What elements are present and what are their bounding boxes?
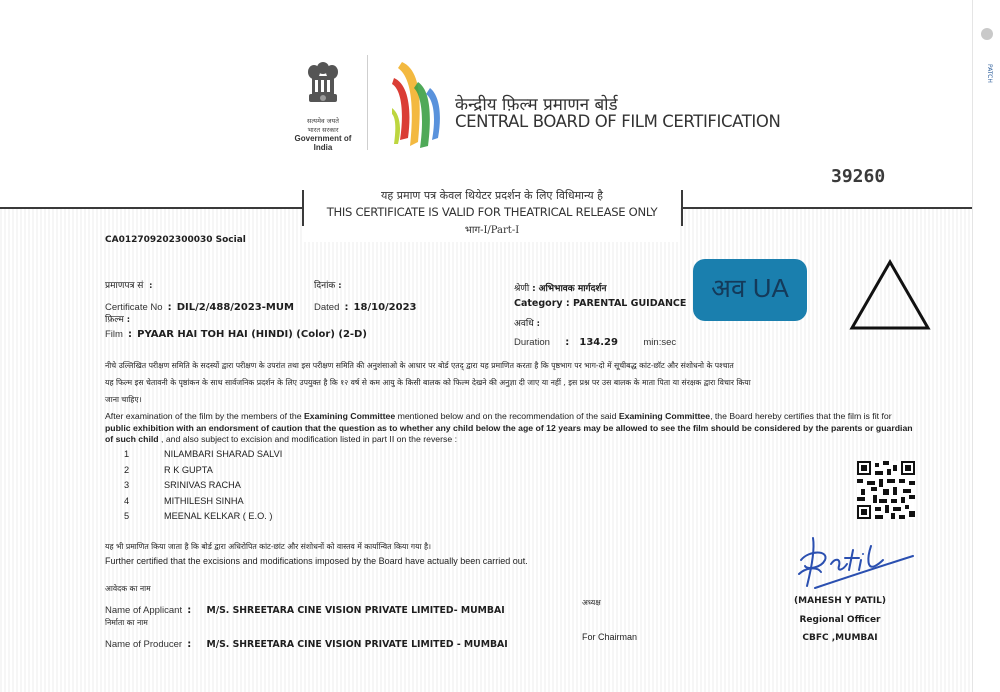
cbfc-logo-icon xyxy=(392,58,448,150)
committee-member xyxy=(124,496,282,512)
seal-icon xyxy=(981,28,993,40)
category-hindi-label: श्रेणी xyxy=(514,284,530,294)
member-name: SRINIVAS RACHA xyxy=(164,480,241,490)
bracket-right xyxy=(681,190,683,226)
chairman-hindi: अध्यक्ष xyxy=(582,598,601,607)
member-name: R K GUPTA xyxy=(164,464,213,475)
date-value: 18/10/2023 xyxy=(353,302,417,313)
signatory-designation: Regional Officer xyxy=(799,615,881,625)
paragraph-bold: Examining Committee xyxy=(618,411,711,421)
member-number: 2 xyxy=(124,464,130,475)
warning-triangle-icon xyxy=(848,258,932,332)
further-english: Further certified that the excisions and modifications imposed by the Board have actually been carried out. xyxy=(105,556,528,566)
date-hindi-label xyxy=(314,278,342,291)
duration-value: 134.29 xyxy=(579,337,618,348)
member-number: 1 xyxy=(124,449,130,459)
validity-english: THIS CERTIFICATE IS VALID FOR THEATRICAL RELEASE ONLY xyxy=(326,205,658,219)
committee-member xyxy=(124,480,282,496)
colon: : xyxy=(187,639,192,650)
header-divider xyxy=(367,55,368,150)
rating-badge: अव UA xyxy=(693,259,807,321)
producer-label: Name of Producer xyxy=(105,639,183,650)
cert-no-hindi: प्रमाणपत्र सं xyxy=(105,281,144,291)
producer-hindi: निर्माता का नाम xyxy=(105,618,148,627)
film-row xyxy=(105,322,367,341)
duration-unit: min:sec xyxy=(643,337,677,348)
date-label: Dated xyxy=(314,302,340,313)
member-name: NILAMBARI SHARAD SALVI xyxy=(164,449,283,459)
duration-row xyxy=(514,330,676,349)
colon: : xyxy=(149,281,153,291)
part-label: भाग-I/Part-I xyxy=(464,225,520,236)
committee-member xyxy=(124,465,282,481)
committee-list xyxy=(124,449,282,527)
date-row xyxy=(314,295,417,314)
colon: : xyxy=(532,284,536,294)
hindi-paragraph xyxy=(105,357,751,408)
paragraph-bold: public exhibition with an endorsment of caution that the question as to whether any child below the age of 12 years may be allowed to see the film should be considered by the parents or guardian of such child xyxy=(105,422,913,444)
colon: : xyxy=(536,319,540,329)
signatory-office: CBFC ,MUMBAI xyxy=(802,633,878,643)
duration-label: Duration xyxy=(514,337,550,348)
film-label: Film xyxy=(105,329,123,340)
date-hindi: दिनांक xyxy=(314,281,336,291)
signatory-name: (MAHESH Y PATIL) xyxy=(794,596,886,606)
applicant-label: Name of Applicant xyxy=(105,605,183,616)
paragraph-text: mentioned below and on the recommendation of the said xyxy=(395,411,619,421)
board-name-hindi: केन्द्रीय फ़िल्म प्रमाणन बोर्ड xyxy=(455,95,618,115)
cert-no-label: Certificate No xyxy=(105,302,163,313)
paragraph-text: After examination of the film by the members of the xyxy=(105,411,304,421)
signature-image xyxy=(795,530,915,592)
paragraph-text: , the Board hereby certifies that the film is fit for xyxy=(710,411,892,421)
category-value: PARENTAL GUIDANCE xyxy=(573,298,687,309)
colon: : xyxy=(187,605,192,616)
applicant-hindi: आवेदक का नाम xyxy=(105,584,151,593)
ashoka-emblem-icon xyxy=(303,60,343,112)
serial-number: 39260 xyxy=(831,166,886,187)
member-number: 4 xyxy=(124,495,130,506)
emblem-label: Government of India xyxy=(294,134,352,152)
cert-no-hindi-label xyxy=(105,278,152,291)
reference-number: CA012709202300030 Social xyxy=(105,235,246,245)
colon: : xyxy=(126,315,131,325)
category-row xyxy=(514,298,686,309)
government-emblem xyxy=(288,60,358,150)
duration-hindi: अवधि xyxy=(514,319,534,329)
cert-no-row xyxy=(105,295,294,314)
colon: : xyxy=(565,337,570,348)
committee-member xyxy=(124,511,282,527)
film-hindi: फ़िल्म xyxy=(105,315,124,325)
hindi-line-1: नीचे उल्लिखित परीक्षण समिति के सदस्यों द्वारा परीक्षण के उपरांत तथा इस परीक्षण समिति की अनुशंसाओ के आधार पर बोर्ड एतद् द्वारा यह प्रमाणित करता है कि पृष्ठभाग पर भाग-दो में सूचीबद्ध कांट-छॉट और संशोधनो के पश्चात xyxy=(105,361,734,370)
category-hindi-value: अभिभावक मार्गदर्शन xyxy=(538,284,607,294)
paragraph-text: , and also subject to excision and modification listed in part II on the reverse : xyxy=(158,434,458,444)
applicant-value: M/S. SHREETARA CINE VISION PRIVATE LIMITED- MUMBAI xyxy=(206,605,505,616)
hindi-line-2: यह फिल्म इस चेतावनी के पृष्ठांकन के साथ सार्वजनिक प्रदर्शन के लिए उपयुक्त है कि १२ वर्ष से कम आयु के किसी बालक को फिल्म देखने की अनुज्ञा दी जाए या नहीं , इस प्रश्न पर उस बालक के माता पिता या संरक्षक द्वारा विचार किया xyxy=(105,378,751,387)
side-strip xyxy=(972,0,1000,692)
colon: : xyxy=(344,302,349,313)
member-name: MITHILESH SINHA xyxy=(164,495,244,506)
member-number: 3 xyxy=(124,480,130,490)
applicant-row xyxy=(105,598,505,617)
side-label: PATCH xyxy=(986,64,993,83)
hindi-line-3: जाना चाहिए। xyxy=(105,395,142,404)
english-paragraph xyxy=(105,411,915,446)
film-title: PYAAR HAI TOH HAI (HINDI) (Color) (2-D) xyxy=(137,329,367,340)
for-chairman: For Chairman xyxy=(582,632,638,642)
member-number: 5 xyxy=(124,511,130,521)
rule-right xyxy=(682,207,972,209)
colon: : xyxy=(128,329,133,340)
cert-no-value: DIL/2/488/2023-MUM xyxy=(176,302,294,313)
duration-hindi-label xyxy=(514,316,540,329)
producer-row xyxy=(105,632,508,651)
producer-value: M/S. SHREETARA CINE VISION PRIVATE LIMITED - MUMBAI xyxy=(206,639,508,650)
emblem-hindi-label: भारत सरकार xyxy=(307,126,339,134)
colon: : xyxy=(167,302,172,313)
rule-left xyxy=(0,207,302,209)
paragraph-bold: Examining Committee xyxy=(303,411,396,421)
committee-member xyxy=(124,449,282,465)
board-name-english: CENTRAL BOARD OF FILM CERTIFICATION xyxy=(455,112,781,131)
member-name: MEENAL KELKAR ( E.O. ) xyxy=(164,511,273,521)
qr-code-icon xyxy=(857,461,915,519)
colon: : xyxy=(338,281,342,291)
validity-hindi: यह प्रमाण पत्र केवल थियेटर प्रदर्शन के लिए विधिमान्य है xyxy=(381,189,603,202)
further-hindi: यह भी प्रमाणित किया जाता है कि बोर्ड द्वारा अधिरोपित कांट-छांट और संशोधनों को वास्तव में कार्यान्वित किया गया है। xyxy=(105,542,432,551)
colon: : xyxy=(565,298,570,309)
emblem-motto: सत्यमेव जयते xyxy=(307,117,339,125)
category-hindi-row xyxy=(514,281,607,294)
category-label: Category xyxy=(514,298,563,309)
